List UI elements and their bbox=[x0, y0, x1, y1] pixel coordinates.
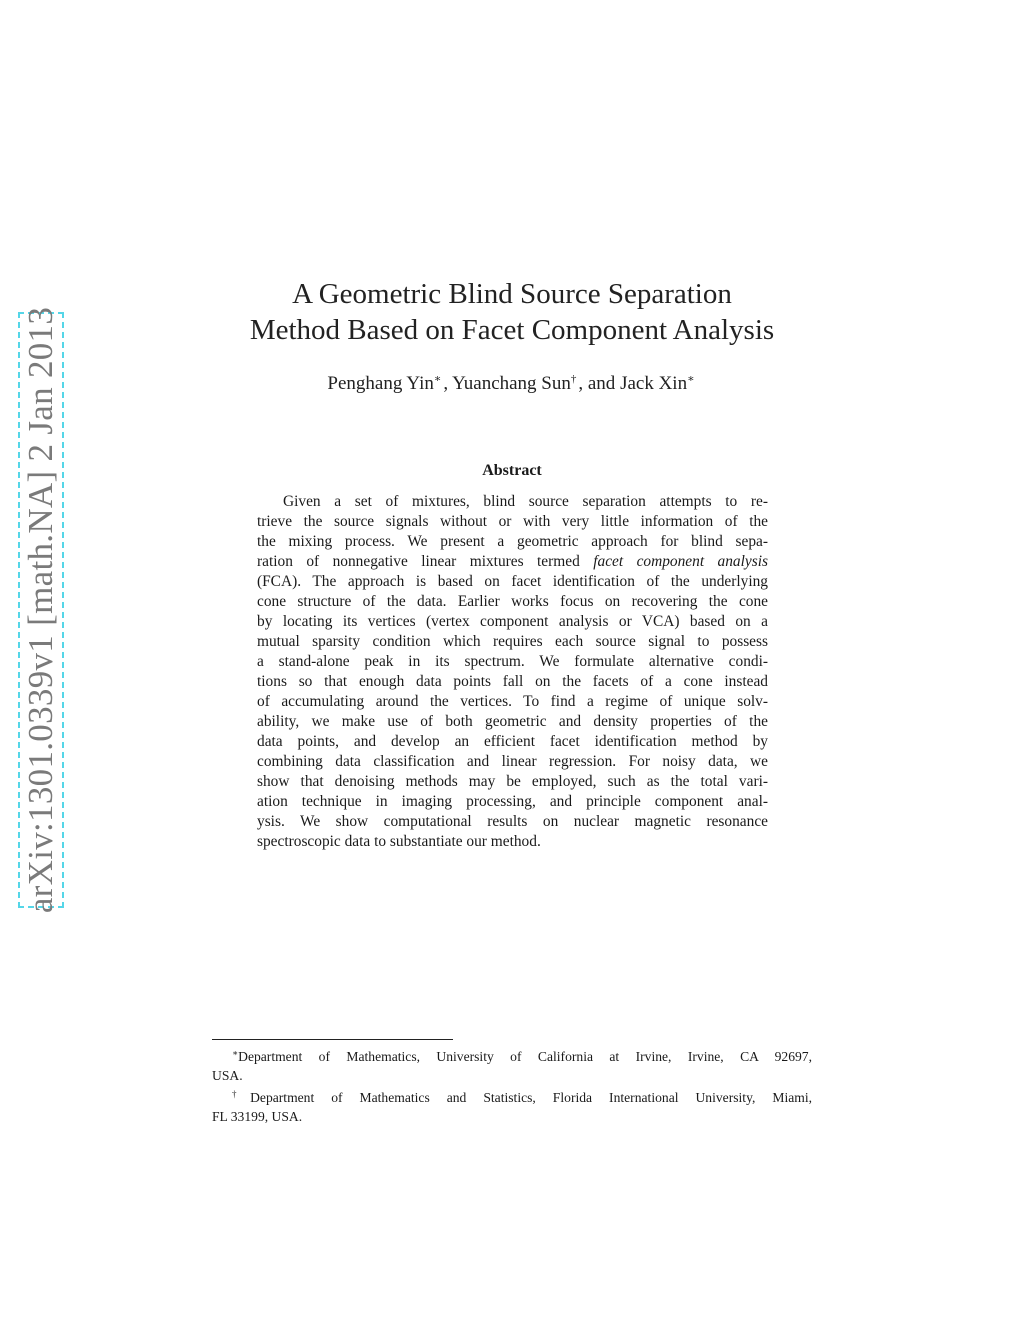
abstract-line: of accumulating around the vertices. To find a regime of unique solv- bbox=[257, 693, 768, 710]
abstract-line: mutual sparsity condition which requires each source signal to possess bbox=[257, 633, 768, 650]
abstract-emphasis: facet component analysis bbox=[593, 553, 768, 570]
arxiv-stamp bbox=[18, 306, 64, 914]
author-affiliation-mark: ∗ bbox=[687, 373, 695, 385]
footnote-text: Department of Mathematics, University of California at Irvine, Irvine, CA 92697, bbox=[238, 1049, 812, 1064]
abstract-line: a stand-alone peak in its spectrum. We formulate alternative condi- bbox=[257, 653, 768, 670]
author-affiliation-mark: † bbox=[570, 373, 577, 385]
abstract-line bbox=[257, 552, 768, 572]
footnote-mark: ∗ bbox=[232, 1048, 239, 1058]
abstract-line: tions so that enough data points fall on the facets of a cone instead bbox=[257, 673, 768, 690]
footnote-line: FL 33199, USA. bbox=[212, 1108, 303, 1124]
author-affiliation-mark: ∗ bbox=[433, 373, 442, 385]
footnote-divider bbox=[212, 1039, 453, 1040]
paper-title-line-2: Method Based on Facet Component Analysis bbox=[249, 314, 775, 346]
paper-title-line-1: A Geometric Blind Source Separation bbox=[292, 278, 732, 310]
abstract-line: ability, we make use of both geometric and density properties of the bbox=[257, 713, 768, 730]
abstract-line: the mixing process. We present a geometric approach for blind sepa- bbox=[257, 533, 768, 550]
abstract-line: cone structure of the data. Earlier works focus on recovering the cone bbox=[257, 593, 768, 610]
footnote-text: Department of Mathematics and Statistics, Florida International University, Miami, bbox=[250, 1090, 813, 1105]
abstract-line: combining data classification and linear regression. For noisy data, we bbox=[257, 753, 768, 770]
abstract-line: ysis. We show computational results on nuclear magnetic resonance bbox=[257, 813, 768, 830]
abstract-line: show that denoising methods may be employed, such as the total vari- bbox=[257, 773, 768, 790]
author-list bbox=[212, 372, 812, 395]
footnote-line bbox=[212, 1085, 812, 1108]
abstract-line: by locating its vertices (vertex component analysis or VCA) based on a bbox=[257, 613, 768, 630]
footnote-line: USA. bbox=[212, 1067, 243, 1083]
author-name: Jack Xin bbox=[620, 373, 688, 394]
abstract-body bbox=[257, 492, 768, 852]
abstract-line: Given a set of mixtures, blind source separation attempts to re- bbox=[283, 493, 768, 510]
paper-title bbox=[212, 276, 812, 348]
author-separator: , and bbox=[578, 373, 621, 394]
footnote-mark: † bbox=[232, 1089, 251, 1099]
author-name: Yuanchang Sun bbox=[452, 373, 571, 394]
abstract-line: spectroscopic data to substantiate our method. bbox=[257, 833, 541, 850]
abstract-line: trieve the source signals without or with very little information of the bbox=[257, 513, 768, 530]
abstract-line: (FCA). The approach is based on facet identification of the underlying bbox=[257, 573, 768, 590]
footnotes bbox=[212, 1044, 812, 1126]
abstract-line: ation technique in imaging processing, and principle component anal- bbox=[257, 793, 768, 810]
author-separator: , bbox=[443, 373, 453, 394]
author-name: Penghang Yin bbox=[327, 373, 434, 394]
abstract-line-text: ration of nonnegative linear mixtures termed bbox=[257, 553, 580, 570]
footnote-line bbox=[212, 1044, 812, 1067]
abstract-line: data points, and develop an efficient facet identification method by bbox=[257, 733, 768, 750]
arxiv-stamp-text: arXiv:1301.0339v1 [math.NA] 2 Jan 2013 bbox=[21, 306, 60, 914]
abstract-heading: Abstract bbox=[482, 462, 542, 479]
